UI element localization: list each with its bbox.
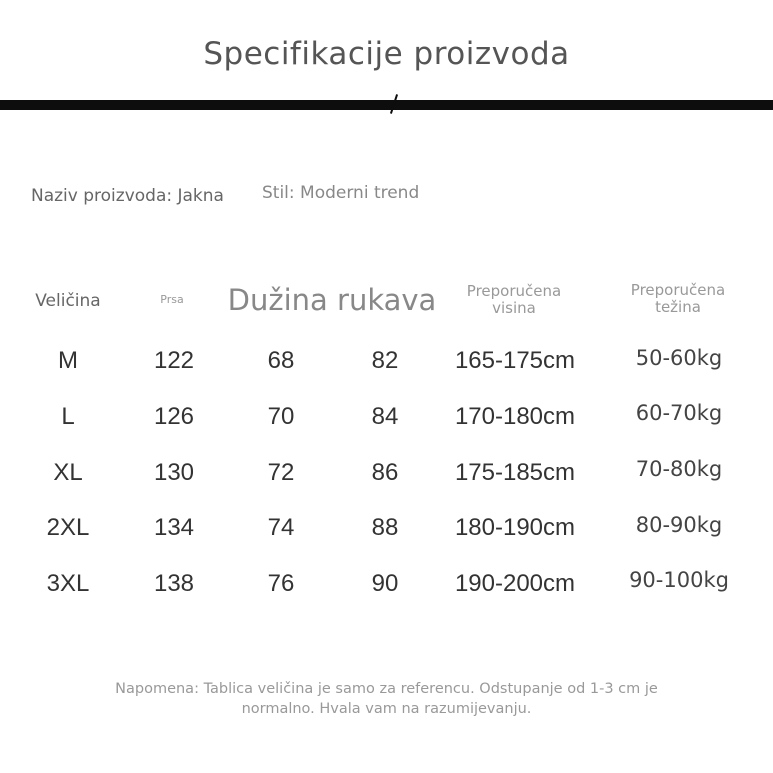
table-row-1-sleeve: 84 <box>371 403 399 430</box>
table-row-1-weight: 60-70kg <box>635 401 723 425</box>
size-note <box>60 680 713 719</box>
header-weight-line1: Preporučena <box>630 281 726 299</box>
page-title: Specifikacije proizvoda <box>203 36 570 72</box>
table-row-2-height: 175-185cm <box>454 459 576 486</box>
header-recommended-weight <box>610 282 746 317</box>
table-row-4-weight: 90-100kg <box>629 568 729 592</box>
table-row-0-length: 68 <box>267 347 295 374</box>
table-row-2-sleeve: 86 <box>371 459 399 486</box>
table-row-1-size: L <box>61 403 75 430</box>
size-note-line2: normalno. Hvala vam na razumijevanju. <box>241 700 532 717</box>
header-chest: Prsa <box>160 293 184 306</box>
table-row-3-height: 180-190cm <box>454 514 576 541</box>
header-sleeve-length: Dužina rukava <box>227 283 437 317</box>
table-row-2-size: XL <box>53 459 83 486</box>
header-weight-line2: težina <box>655 298 701 317</box>
size-note-line1: Napomena: Tablica veličina je samo za referencu. Odstupanje od 1-3 cm je <box>115 681 658 697</box>
header-height-line2: visina <box>492 299 536 318</box>
header-recommended-height <box>448 283 580 318</box>
table-row-1-height: 170-180cm <box>454 403 576 430</box>
table-row-4-size: 3XL <box>46 570 90 597</box>
table-row-4-length: 76 <box>267 570 295 597</box>
table-row-2-length: 72 <box>267 459 295 486</box>
table-row-4-chest: 138 <box>153 570 195 597</box>
table-row-4-sleeve: 90 <box>371 570 399 597</box>
table-row-0-weight: 50-60kg <box>635 346 723 370</box>
table-row-0-chest: 122 <box>153 347 195 374</box>
header-size: Veličina <box>35 291 101 311</box>
table-row-3-weight: 80-90kg <box>635 513 723 537</box>
product-name-label: Naziv proizvoda: Jakna <box>31 186 224 206</box>
table-row-4-height: 190-200cm <box>454 570 576 597</box>
table-row-0-size: M <box>58 347 78 374</box>
table-row-0-sleeve: 82 <box>371 347 399 374</box>
table-row-2-weight: 70-80kg <box>635 457 723 481</box>
table-row-3-sleeve: 88 <box>371 514 399 541</box>
header-divider <box>0 100 773 110</box>
table-row-0-height: 165-175cm <box>454 347 576 374</box>
header-height-line1: Preporučena <box>466 282 562 300</box>
table-row-1-chest: 126 <box>153 403 195 430</box>
table-row-2-chest: 130 <box>153 459 195 486</box>
table-row-3-size: 2XL <box>46 514 90 541</box>
table-row-3-length: 74 <box>267 514 295 541</box>
table-row-3-chest: 134 <box>153 514 195 541</box>
table-row-1-length: 70 <box>267 403 295 430</box>
product-style-label: Stil: Moderni trend <box>262 183 420 203</box>
